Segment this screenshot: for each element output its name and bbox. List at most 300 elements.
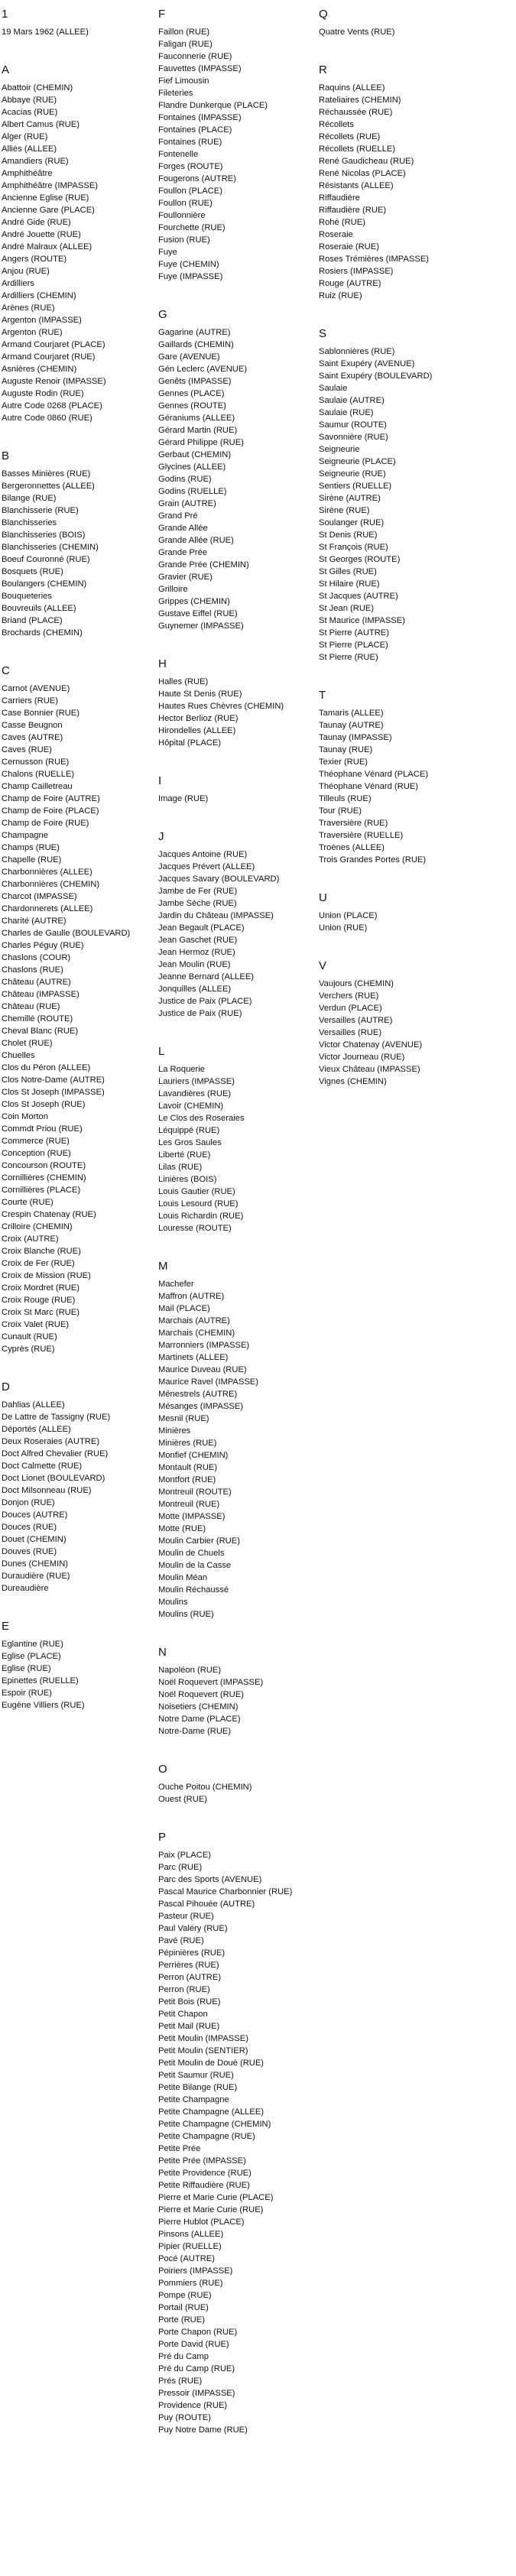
street-entry: Saint Exupéry (AVENUE) — [319, 359, 415, 368]
street-entry: Boulangers (CHEMIN) — [2, 579, 87, 589]
street-entry: Chemillé (ROUTE) — [2, 1014, 73, 1024]
letter-section — [158, 1045, 319, 1234]
letter-section — [158, 1763, 319, 1805]
section-letter-heading: C — [2, 664, 10, 677]
street-entry: Clos St Joseph (RUE) — [2, 1100, 86, 1109]
street-entry: Sablonnières (RUE) — [319, 347, 395, 356]
street-entry: Prés (RUE) — [158, 2376, 203, 2386]
street-entry: Pavé (RUE) — [158, 1936, 204, 1945]
street-entry: Champ de Foire (RUE) — [2, 819, 89, 828]
street-entry: André Malraux (ALLEE) — [2, 242, 92, 251]
street-entry: Doct Alfred Chevalier (RUE) — [2, 1449, 109, 1458]
street-entry: Gerbaut (CHEMIN) — [158, 450, 232, 459]
street-entry: Traversière (RUELLE) — [319, 831, 404, 840]
street-entry: St Pierre (PLACE) — [319, 641, 388, 650]
street-entry: Parc (RUE) — [158, 1863, 203, 1872]
section-letter-heading: 1 — [2, 8, 8, 21]
street-entry: La Roquerie — [158, 1065, 205, 1074]
street-entry: Genêts (IMPASSE) — [158, 377, 232, 386]
section-letter-heading: J — [158, 830, 164, 843]
letter-section — [2, 449, 158, 639]
street-entry: Carriers (RUE) — [2, 696, 58, 706]
letter-section — [158, 1831, 319, 2436]
street-entry: Dahlias (ALLEE) — [2, 1400, 65, 1410]
street-entry: Traversière (RUE) — [319, 819, 388, 828]
street-entry: Vignes (CHEMIN) — [319, 1077, 387, 1086]
street-entry: Petit Bois (RUE) — [158, 1997, 221, 2007]
street-entry: Moulin Carbier (RUE) — [158, 1536, 240, 1546]
street-entry: Champ de Foire (AUTRE) — [2, 794, 100, 803]
street-entry: Petit Moulin de Doué (RUE) — [158, 2059, 264, 2068]
street-entry: Pompe (RUE) — [158, 2291, 212, 2300]
street-entry: Marronniers (IMPASSE) — [158, 1341, 250, 1350]
street-entry: Abattoir (CHEMIN) — [2, 83, 73, 92]
street-entry: Petite Bilange (RUE) — [158, 2083, 238, 2092]
street-entry: Fusion (RUE) — [158, 235, 210, 245]
street-entry: André Gide (RUE) — [2, 218, 71, 227]
street-entry: Charles de Gaulle (BOULEVARD) — [2, 929, 131, 938]
street-entry: Champagne — [2, 831, 48, 840]
letter-section — [319, 63, 514, 302]
street-entry: Louresse (ROUTE) — [158, 1224, 232, 1233]
street-entry: Hautes Rues Chèvres (CHEMIN) — [158, 702, 284, 711]
street-entry: Fauvettes (IMPASSE) — [158, 64, 242, 73]
street-entry: Jean Hermoz (RUE) — [158, 948, 235, 957]
street-entry: Récollets (RUELLE) — [319, 144, 396, 154]
street-entry: Dunes (CHEMIN) — [2, 1559, 69, 1569]
section-letter-heading: A — [2, 63, 10, 76]
street-entry: Godins (RUELLE) — [158, 487, 227, 496]
street-entry: Pocé (AUTRE) — [158, 2254, 215, 2263]
street-entry: Bilange (RUE) — [2, 494, 57, 503]
street-entry: Ardilliers (CHEMIN) — [2, 291, 76, 300]
street-entry: Moulin de Chuels — [158, 1549, 225, 1558]
letter-section — [158, 8, 319, 283]
street-entry: Croix Mordret (RUE) — [2, 1283, 80, 1293]
street-entry: Halles (RUE) — [158, 677, 209, 686]
street-entry: Briand (PLACE) — [2, 616, 63, 625]
street-entry: Jardin du Château (IMPASSE) — [158, 911, 274, 920]
column-2 — [158, 8, 319, 2461]
street-entry: Crilloire (CHEMIN) — [2, 1222, 73, 1231]
street-entry: Ouche Poitou (CHEMIN) — [158, 1783, 252, 1792]
street-entry: Jean Begault (PLACE) — [158, 923, 245, 933]
street-entry: Eugène Villiers (RUE) — [2, 1701, 85, 1710]
street-entry: Troènes (ALLEE) — [319, 843, 385, 852]
street-entry: Fougerons (AUTRE) — [158, 174, 236, 183]
section-letter-heading: P — [158, 1831, 167, 1844]
street-entry: Fontaines (RUE) — [158, 138, 222, 147]
street-entry: Machefer — [158, 1280, 194, 1289]
street-entry: Taunay (RUE) — [319, 745, 373, 754]
street-entry: Croix (AUTRE) — [2, 1234, 59, 1244]
letter-section — [2, 8, 158, 38]
street-entry: Versailles (AUTRE) — [319, 1016, 393, 1025]
street-entry: Douves (RUE) — [2, 1547, 57, 1556]
street-entry: Résistants (ALLEE) — [319, 181, 394, 190]
section-letter-heading: H — [158, 657, 167, 670]
street-entry: Union (RUE) — [319, 923, 368, 933]
street-entry: Grande Prée (CHEMIN) — [158, 560, 249, 569]
street-entry: Motte (IMPASSE) — [158, 1512, 226, 1521]
street-entry: Paix (PLACE) — [158, 1851, 212, 1860]
street-entry: Pierre et Marie Curie (RUE) — [158, 2205, 264, 2214]
street-entry: Motte (RUE) — [158, 1524, 206, 1533]
street-entry: Mésanges (IMPASSE) — [158, 1402, 244, 1411]
street-entry: Pommiers (RUE) — [158, 2279, 223, 2288]
street-entry: Grippes (CHEMIN) — [158, 597, 230, 606]
street-entry: Rouge (AUTRE) — [319, 279, 381, 288]
street-entry: Rosiers (IMPASSE) — [319, 267, 394, 276]
column-3 — [319, 8, 514, 1113]
street-entry: Seigneurie — [319, 445, 360, 454]
section-letter-heading: I — [158, 774, 162, 787]
street-entry: Gare (AVENUE) — [158, 352, 220, 362]
street-entry: Petite Prée — [158, 2144, 201, 2153]
street-entry: Justice de Paix (RUE) — [158, 1009, 242, 1018]
street-entry: Dureaudière — [2, 1584, 49, 1593]
street-entry: Armand Courjaret (RUE) — [2, 352, 96, 362]
street-entry: Fontaines (IMPASSE) — [158, 113, 242, 122]
street-entry: Saint Exupéry (BOULEVARD) — [319, 371, 433, 381]
street-entry: Argenton (RUE) — [2, 328, 63, 337]
street-entry: Lavandières (RUE) — [158, 1089, 232, 1098]
street-entry: Riffaudière (RUE) — [319, 206, 387, 215]
letter-section — [2, 664, 158, 1355]
street-entry: Crespin Chatenay (RUE) — [2, 1210, 96, 1219]
street-entry: Quatre Vents (RUE) — [319, 28, 395, 37]
letter-section — [319, 689, 514, 866]
letter-section — [158, 657, 319, 749]
street-entry: Sirène (AUTRE) — [319, 494, 381, 503]
street-entry: Epinettes (RUELLE) — [2, 1676, 79, 1685]
street-entry: Réchaussée (RUE) — [319, 108, 393, 117]
street-entry: Gaillards (CHEMIN) — [158, 340, 234, 349]
street-entry: Sentiers (RUELLE) — [319, 482, 392, 491]
street-entry: René Gaudicheau (RUE) — [319, 157, 414, 166]
street-entry: Amandiers (RUE) — [2, 157, 69, 166]
street-entry: Donjon (RUE) — [2, 1498, 55, 1507]
street-entry: Deux Roseraies (AUTRE) — [2, 1437, 100, 1446]
street-entry: Charité (AUTRE) — [2, 917, 67, 926]
street-entry: Fontenelle — [158, 150, 199, 159]
street-entry: Ménestrels (AUTRE) — [158, 1390, 238, 1399]
street-entry: Vaujours (CHEMIN) — [319, 979, 394, 988]
street-entry: Chuelles — [2, 1051, 35, 1060]
street-entry: Foullon (RUE) — [158, 199, 213, 208]
street-entry: Château (IMPASSE) — [2, 990, 80, 999]
street-entry: Flandre Dunkerque (PLACE) — [158, 101, 268, 110]
street-entry: Grande Allée (RUE) — [158, 536, 234, 545]
street-entry: Victor Chatenay (AVENUE) — [319, 1040, 423, 1050]
street-entry: Asnières (CHEMIN) — [2, 365, 77, 374]
street-entry: De Lattre de Tassigny (RUE) — [2, 1413, 111, 1422]
street-entry: Doct Calmette (RUE) — [2, 1462, 83, 1471]
street-entry: Hirondelles (ALLEE) — [158, 726, 236, 735]
street-entry: Petite Providence (RUE) — [158, 2169, 252, 2178]
street-entry: Gennes (ROUTE) — [158, 401, 226, 410]
street-entry: Champ de Foire (PLACE) — [2, 806, 99, 816]
street-entry: Cyprès (RUE) — [2, 1345, 55, 1354]
letter-section — [158, 1646, 319, 1737]
letter-section — [158, 308, 319, 632]
street-entry: Montreuil (ROUTE) — [158, 1488, 232, 1497]
street-entry: Chaslons (RUE) — [2, 965, 63, 975]
street-entry: Maurice Ravel (IMPASSE) — [158, 1377, 258, 1387]
street-entry: Petite Champagne (ALLEE) — [158, 2107, 264, 2117]
street-entry: Pépinières (RUE) — [158, 1948, 226, 1958]
street-entry: René Nicolas (PLACE) — [319, 169, 406, 178]
street-entry: Porte (RUE) — [158, 2315, 205, 2325]
street-entry: Fauconnerie (RUE) — [158, 52, 232, 61]
street-entry: Blanchisseries — [2, 518, 57, 527]
street-entry: Notre-Dame (RUE) — [158, 1727, 232, 1736]
section-letter-heading: S — [319, 327, 327, 340]
street-entry: Déportés (ALLEE) — [2, 1425, 71, 1434]
street-entry: Blanchisseries (BOIS) — [2, 530, 86, 540]
street-entry: Grande Allée — [158, 524, 208, 533]
street-entry: Puy Notre Dame (RUE) — [158, 2425, 248, 2435]
street-entry: Les Gros Saules — [158, 1138, 222, 1147]
street-entry: Alliés (ALLEE) — [2, 144, 57, 154]
column-1 — [2, 8, 158, 1737]
letter-section — [158, 774, 319, 805]
street-entry: Croix Blanche (RUE) — [2, 1247, 81, 1256]
street-entry: St Pierre (AUTRE) — [319, 628, 389, 638]
street-entry: Ruiz (RUE) — [319, 291, 362, 300]
street-entry: Mail (PLACE) — [158, 1304, 210, 1313]
street-entry: Gén Leclerc (AVENUE) — [158, 365, 248, 374]
letter-section — [2, 1380, 158, 1595]
street-entry: Petit Mail (RUE) — [158, 2022, 220, 2031]
street-entry: Eglantine (RUE) — [2, 1640, 63, 1649]
street-entry: Fuye — [158, 248, 177, 257]
street-entry: Géraniums (ALLEE) — [158, 414, 235, 423]
street-entry: St Denis (RUE) — [319, 530, 378, 540]
street-entry: Savonnière (RUE) — [319, 433, 388, 442]
street-entry: Gagarine (AUTRE) — [158, 328, 231, 337]
street-entry: Tilleuls (RUE) — [319, 794, 372, 803]
street-entry: Image (RUE) — [158, 794, 209, 803]
street-entry: Fourchette (RUE) — [158, 223, 226, 232]
street-entry: Moulins — [158, 1598, 188, 1607]
street-entry: Chardonnerets (ALLEE) — [2, 904, 93, 913]
street-entry: Gravier (RUE) — [158, 573, 213, 582]
street-entry: Château (AUTRE) — [2, 978, 71, 987]
street-entry: Croix de Fer (RUE) — [2, 1259, 75, 1268]
street-entry: Gustave Eiffel (RUE) — [158, 609, 238, 618]
street-entry: St Jean (RUE) — [319, 604, 375, 613]
street-entry: Foullonnière — [158, 211, 206, 220]
section-letter-heading: F — [158, 8, 166, 21]
street-entry: Moulin Méan — [158, 1573, 208, 1582]
section-letter-heading: R — [319, 63, 327, 76]
street-entry: Louis Gautier (RUE) — [158, 1187, 235, 1196]
street-entry: Petit Saumur (RUE) — [158, 2071, 234, 2080]
section-letter-heading: B — [2, 449, 10, 462]
section-letter-heading: U — [319, 891, 327, 904]
street-entry: Roses Trémières (IMPASSE) — [319, 255, 430, 264]
street-entry: Noël Roquevert (IMPASSE) — [158, 1678, 264, 1687]
street-entry: Eglise (RUE) — [2, 1664, 51, 1673]
street-entry: Blanchisseries (CHEMIN) — [2, 543, 99, 552]
street-entry: Montault (RUE) — [158, 1463, 218, 1472]
street-entry: Porte Chapon (RUE) — [158, 2328, 238, 2337]
street-entry: Champ Cailletreau — [2, 782, 73, 791]
street-entry: Puy (ROUTE) — [158, 2413, 211, 2422]
street-entry: Pascal Pihouée (AUTRE) — [158, 1900, 255, 1909]
street-entry: Bouqueteries — [2, 592, 52, 601]
street-entry: Courte (RUE) — [2, 1198, 54, 1207]
street-entry: Rohé (RUE) — [319, 218, 365, 227]
street-entry: Petite Champagne — [158, 2095, 229, 2104]
street-entry: Blanchisserie (RUE) — [2, 506, 79, 515]
street-entry: Autre Code 0268 (PLACE) — [2, 401, 102, 410]
street-entry: Chalons (RUELLE) — [2, 770, 75, 779]
letter-section — [319, 959, 514, 1088]
street-entry: Roseraie — [319, 230, 353, 239]
street-entry: St Georges (ROUTE) — [319, 555, 401, 564]
street-entry: Godins (RUE) — [158, 475, 212, 484]
street-entry: Espoir (RUE) — [2, 1689, 52, 1698]
section-letter-heading: D — [2, 1380, 10, 1393]
street-entry: Rateliaires (CHEMIN) — [319, 96, 401, 105]
street-entry: Grilloire — [158, 585, 188, 594]
street-entry: Commdt Priou (RUE) — [2, 1124, 83, 1134]
section-letter-heading: Q — [319, 8, 328, 21]
street-entry: Maffron (AUTRE) — [158, 1292, 225, 1301]
street-entry: Boeuf Couronné (RUE) — [2, 555, 90, 564]
street-entry: Cornillières (CHEMIN) — [2, 1173, 86, 1183]
street-entry: Liberté (RUE) — [158, 1150, 211, 1160]
street-entry: Autre Code 0860 (RUE) — [2, 414, 92, 423]
street-entry: Petite Champagne (CHEMIN) — [158, 2120, 271, 2129]
street-entry: André Jouette (RUE) — [2, 230, 81, 239]
street-entry: Glycines (ALLEE) — [158, 462, 226, 472]
street-entry: Montreuil (RUE) — [158, 1500, 220, 1509]
street-entry: Théophane Vénard (RUE) — [319, 782, 418, 791]
street-entry: Charbonnières (CHEMIN) — [2, 880, 100, 889]
street-entry: Petite Riffaudière (RUE) — [158, 2181, 250, 2190]
street-entry: Grain (AUTRE) — [158, 499, 216, 508]
street-entry: Jacques Antoine (RUE) — [158, 850, 248, 859]
street-entry: Vieux Château (IMPASSE) — [319, 1065, 420, 1074]
letter-section — [319, 891, 514, 934]
street-entry: Saulaie — [319, 384, 348, 393]
street-entry: Louis Lesourd (RUE) — [158, 1199, 239, 1209]
street-entry: Fuye (IMPASSE) — [158, 272, 223, 281]
street-entry: Tamaris (ALLEE) — [319, 709, 384, 718]
street-entry: Moulins (RUE) — [158, 1610, 214, 1619]
street-entry: Croix Rouge (RUE) — [2, 1296, 76, 1305]
street-entry: Justice de Paix (PLACE) — [158, 997, 252, 1006]
street-entry: Jacques Prévert (ALLEE) — [158, 862, 255, 871]
street-entry: Anjou (RUE) — [2, 267, 50, 276]
street-entry: Paul Valéry (RUE) — [158, 1924, 228, 1933]
street-entry: Petit Chapon — [158, 2010, 208, 2019]
street-entry: Saumur (ROUTE) — [319, 420, 387, 430]
street-entry: Gennes (PLACE) — [158, 389, 225, 398]
street-entry: Théophane Vénard (PLACE) — [319, 770, 429, 779]
street-entry: Monfief (CHEMIN) — [158, 1451, 229, 1460]
street-entry: Brochards (CHEMIN) — [2, 628, 83, 638]
street-entry: St Hilaire (RUE) — [319, 579, 380, 589]
street-entry: Casse Beugnon — [2, 721, 63, 730]
street-entry: Champs (RUE) — [2, 843, 60, 852]
street-entry: Acacias (RUE) — [2, 108, 58, 117]
street-entry: St François (RUE) — [319, 543, 388, 552]
street-entry: Léquippé (RUE) — [158, 1126, 220, 1135]
street-entry: Porte David (RUE) — [158, 2340, 229, 2349]
street-entry: Montfort (RUE) — [158, 1475, 216, 1484]
street-entry: Ancienne Gare (PLACE) — [2, 206, 95, 215]
street-entry: Saulaie (AUTRE) — [319, 396, 385, 405]
street-entry: Lauriers (IMPASSE) — [158, 1077, 235, 1086]
street-entry: Clos du Péron (ALLEE) — [2, 1063, 91, 1072]
street-entry: St Jacques (AUTRE) — [319, 592, 398, 601]
street-entry: Fief Limousin — [158, 76, 209, 86]
street-entry: Conception (RUE) — [2, 1149, 71, 1158]
street-entry: Soulanger (RUE) — [319, 518, 385, 527]
street-entry: Hector Berlioz (RUE) — [158, 714, 239, 723]
street-entry: Ardilliers — [2, 279, 34, 288]
street-entry: Taunay (AUTRE) — [319, 721, 384, 730]
street-entry: Clos Notre-Dame (AUTRE) — [2, 1075, 105, 1085]
street-entry: Guynemer (IMPASSE) — [158, 621, 244, 631]
street-entry: Gérard Martin (RUE) — [158, 426, 238, 435]
street-entry: Carnot (AVENUE) — [2, 684, 70, 693]
street-entry: Auguste Rodin (RUE) — [2, 389, 84, 398]
street-entry: Case Bonnier (RUE) — [2, 709, 80, 718]
section-letter-heading: V — [319, 959, 327, 972]
street-entry: Auguste Renoir (IMPASSE) — [2, 377, 106, 386]
street-entry: Petite Champagne (RUE) — [158, 2132, 255, 2141]
street-entry: Faligan (RUE) — [158, 40, 213, 49]
letter-section — [2, 1620, 158, 1711]
street-entry: Minières (RUE) — [158, 1439, 217, 1448]
street-entry: Pressoir (IMPASSE) — [158, 2389, 235, 2398]
street-entry: Pierre et Marie Curie (PLACE) — [158, 2193, 274, 2202]
section-letter-heading: T — [319, 689, 326, 702]
street-entry: Bergeronnettes (ALLEE) — [2, 482, 95, 491]
section-letter-heading: M — [158, 1260, 168, 1273]
street-entry: Seigneurie (PLACE) — [319, 457, 396, 466]
street-entry: Caves (RUE) — [2, 745, 52, 754]
street-entry: Lilas (RUE) — [158, 1163, 203, 1172]
street-entry: Napoléon (RUE) — [158, 1666, 222, 1675]
street-entry: Cornillières (PLACE) — [2, 1186, 81, 1195]
street-entry: Jambe Sèche (RUE) — [158, 899, 237, 908]
street-entry: Portail (RUE) — [158, 2303, 209, 2312]
street-entry: Jacques Savary (BOULEVARD) — [158, 874, 280, 884]
street-entry: Pré du Camp — [158, 2352, 209, 2361]
street-entry: Petite Prée (IMPASSE) — [158, 2156, 246, 2166]
letter-section — [319, 327, 514, 663]
street-entry: St Gilles (RUE) — [319, 567, 377, 576]
street-entry: Haute St Denis (RUE) — [158, 689, 242, 699]
street-entry: Fileteries — [158, 89, 193, 98]
street-entry: Armand Courjaret (PLACE) — [2, 340, 105, 349]
street-entry: Concourson (ROUTE) — [2, 1161, 86, 1170]
street-entry: Trois Grandes Portes (RUE) — [319, 855, 427, 865]
street-entry: Cernusson (RUE) — [2, 758, 70, 767]
street-entry: Ouest (RUE) — [158, 1795, 208, 1804]
street-entry: Pinsons (ALLEE) — [158, 2230, 224, 2239]
street-entry: Hôpital (PLACE) — [158, 738, 222, 748]
street-entry: Jambe de Fer (RUE) — [158, 887, 238, 896]
street-entry: Saulaie (RUE) — [319, 408, 374, 417]
street-entry: Jean Moulin (RUE) — [158, 960, 231, 969]
